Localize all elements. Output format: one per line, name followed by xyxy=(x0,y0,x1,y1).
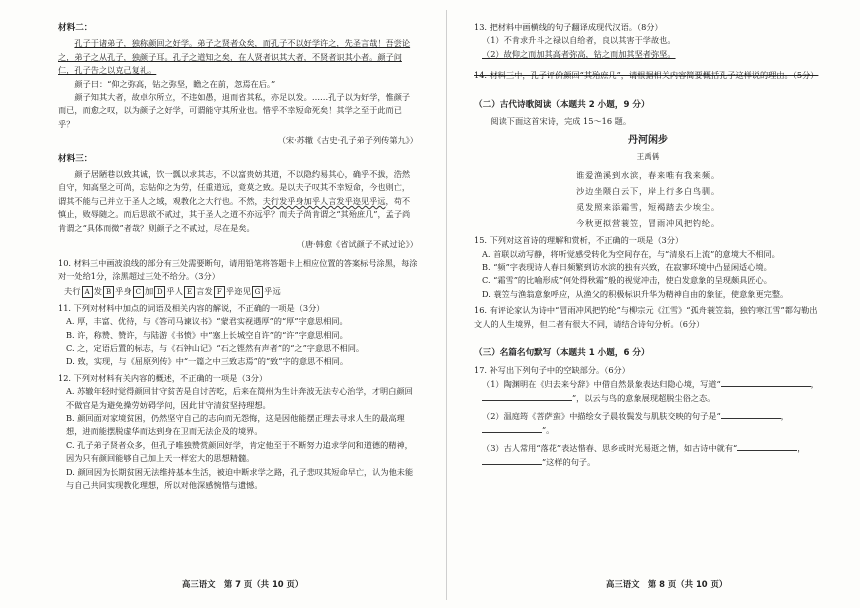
question-17: 17. 补写出下列句子中的空缺部分。（6分） xyxy=(474,364,630,375)
poem-line: 觅发照来添霜雪，短褐踏去少埃尘。 xyxy=(576,202,720,213)
q17-2-text-c: ”。 xyxy=(542,425,555,436)
poem-line: 沙边坐隈白云下，岸上行多白鸟驯。 xyxy=(576,186,720,197)
q17-item-2 xyxy=(482,409,822,438)
question-13: 13. 把材料中画横线的句子翻译成现代汉语。（8分） xyxy=(474,22,663,32)
section-3-heading: （三）名篇名句默写（本题共 1 小题，6 分） xyxy=(474,348,650,359)
q13-item-2-text: （2）故仰之而加其高者弥高，钻之而加其坚者弥坚。 xyxy=(482,48,676,59)
q11-option-c[interactable]: C. 之，定语后置的标志，与《石钟山记》“石之铿然有声者”的“之”字意思不相同。 xyxy=(66,342,365,353)
page-8 xyxy=(474,18,822,469)
section-2-intro: 阅读下面这首宋诗，完成 15～16 题。 xyxy=(490,116,632,127)
q10-char: 夫 xyxy=(64,286,73,297)
q12-option-a[interactable]: A. 苏辙年轻时觉得颜回甘守贫苦是自讨苦吃，后来在简州为生计奔波无法专心治学，才明白颜回不做官是为避免操劳妨碍学问，因此甘守清贫坚持理想。 xyxy=(66,386,413,410)
q10-char: 人 xyxy=(174,286,184,297)
poem-author: 王禹偁 xyxy=(636,151,660,161)
q17-3-text-a: （3）古人常用“落花”表达惜春、思乡或时光易逝之情，如古诗中就有“ xyxy=(482,442,738,453)
q15-option-a[interactable]: A. 首联以动写静，将听觉感受转化为空间存在，与“清泉石上流”的意境大不相同。 xyxy=(482,248,780,259)
q10-box-b[interactable]: B xyxy=(103,286,114,298)
q10-box-f[interactable]: F xyxy=(214,286,225,298)
q15-option-b[interactable]: B. “频”字表现诗人春日频繁到访水滨的独有兴致，在寂寥环境中凸显闲适心境。 xyxy=(482,262,772,273)
q10-box-row xyxy=(64,285,418,298)
q10-char: 见 xyxy=(242,286,252,297)
q12-option-d[interactable]: D. 颜回因为长期贫困无法维持基本生活，被迫中断求学之路，孔子悲叹其短命早亡，认为他未能与自己共同实现教化理想，所以对他深感惋惜与遗憾。 xyxy=(66,466,414,490)
q17-3-blank-2[interactable] xyxy=(482,455,542,465)
material-3-text-1: 颜子居陋巷以致其诚，饮一瓢以求其志，不以富贵妨其道，不以隐约易其心，确乎不拔，浩然自守，知高坚之可尚，忘钻仰之为劳，任重道远，竟莫之致。是以夫子叹其不幸短命，今也则亡，谓其不能与己并立于圣人之域，观教化之大行也。不然， xyxy=(58,169,411,206)
q17-1-blank-1[interactable] xyxy=(721,377,811,387)
q17-1-text-c: ”，以云与鸟的意象展现超脱尘俗之态。 xyxy=(572,393,716,404)
q12-option-b[interactable]: B. 颜回面对家境贫困，仍然坚守自己的志向而无怨悔，这是因他能摆正理去寻求人生的最高理想，进而能摆脱虚华而达到身在卫而无法企及的境界。 xyxy=(66,412,405,437)
poem-line: 谁爱渔溪到水滨，春来唯有我来频。 xyxy=(576,170,720,181)
q13-item-1: （1）不肯求升斗之禄以自给者，良以其害于学故也。 xyxy=(482,35,676,46)
q11-option-b[interactable]: B. 许，称赞、赞许，与陆游《书愤》中“塞上长城空自许”的“许”字意思相同。 xyxy=(66,329,348,340)
q10-char: 远 xyxy=(272,286,281,297)
q17-3-text-b: ， xyxy=(797,442,806,453)
q13-item-2 xyxy=(482,48,822,61)
q10-box-g[interactable]: G xyxy=(252,286,263,298)
q10-char: 乎 xyxy=(264,286,273,297)
q17-2-text-b: ， xyxy=(780,410,789,421)
poem-line: 今秋更拟营蓑笠，冒雨冲风把钓纶。 xyxy=(576,218,720,229)
q10-box-c[interactable]: C xyxy=(133,286,144,298)
material-2-text-1: 孔子于诸弟子，独称颜回之好学。弟子之贤者众矣，而孔子不以好学许之，先圣言哉！吾尝论之，弟子之从孔子，独颜子耳。孔子之道知之矣，在人贤者识其大者，不贤者识其小者。颜子问仁，孔子告之以克己复礼。 xyxy=(58,38,411,76)
section-2-heading: （二）古代诗歌阅读（本题共 2 小题，9 分） xyxy=(474,99,650,110)
footer-page-7: 高三语文 第 7 页（共 10 页） xyxy=(182,579,304,589)
wavy-underline-sentence: 夫行发乎身加乎人言发乎迩见乎远 xyxy=(262,195,386,206)
q10-box-d[interactable]: D xyxy=(154,286,165,298)
q10-char: 发 xyxy=(93,286,103,297)
page-divider xyxy=(446,10,447,600)
q17-2-text-a: （2）温庭筠《菩萨蛮》中描绘女子晨妆鬓发与肌肤交映的句子是“ xyxy=(482,410,721,421)
q11-option-d[interactable]: D. 致，实现，与《屈原列传》中“一篇之中三致志焉”的“致”字的意思不相同。 xyxy=(66,356,349,367)
q10-char: 行 xyxy=(72,286,81,297)
material-3-heading: 材料三： xyxy=(58,153,93,164)
q10-char: 加 xyxy=(144,286,154,297)
q10-char: 乎 xyxy=(225,286,235,297)
question-11: 11. 下列对材料中加点的词语及相关内容的解说，不正确的一项是（3分） xyxy=(58,302,325,313)
q17-1-text-a: （1）陶渊明在《归去来兮辞》中借自然景象表达归隐心境，写道“ xyxy=(482,378,721,389)
q15-option-c[interactable]: C. “霜雪”的比喻形成“何处得秋霜”般的视觉冲击，使白发意象的呈现颇具匠心。 xyxy=(482,275,772,286)
question-10: 10. 材料三中画波浪线的部分有三处需要断句，请用铅笔将答题卡上相应位置的答案标号涂黑，每涂对一处给1分，涂黑超过三处不给分。（3分） xyxy=(58,257,418,281)
q10-char: 迩 xyxy=(234,286,243,297)
q15-option-d[interactable]: D. 蓑笠与渔翁意象呼应，从渔父的积极标识升华为精神自由的象征，使意象更完整。 xyxy=(482,288,789,299)
question-12: 12. 下列对材料有关内容的概述，不正确的一项是（3分） xyxy=(58,372,268,383)
page-7 xyxy=(58,18,418,492)
q17-3-text-c: ”这样的句子。 xyxy=(542,456,596,467)
q17-2-blank-2[interactable] xyxy=(482,423,542,433)
material-3-source: （唐·韩愈《省试颜子不贰过论》） xyxy=(296,239,418,250)
material-2-para-1 xyxy=(58,37,418,77)
q17-1-blank-2[interactable] xyxy=(482,391,572,401)
question-15: 15. 下列对这首诗的理解和赏析，不正确的一项是（3分） xyxy=(474,235,684,246)
q10-char: 发 xyxy=(204,286,213,297)
material-2-source: （宋·苏辙《古史·孔子弟子列传第九》） xyxy=(277,135,418,146)
q17-item-3 xyxy=(482,441,822,470)
material-2-heading: 材料二： xyxy=(58,23,93,33)
footer-page-8: 高三语文 第 8 页（共 10 页） xyxy=(606,579,728,589)
q17-item-1 xyxy=(482,377,822,406)
q11-option-a[interactable]: A. 厚，丰富、优待，与《答司马谏议书》“蒙君实视遇厚”的“厚”字意思相同。 xyxy=(66,316,348,327)
q10-char: 乎 xyxy=(166,286,175,297)
q10-char: 乎 xyxy=(115,286,124,297)
q14-text: 14. 材料三中，孔子评价颜回“其殆庶几”，请根据相关内容简要概括孔子这样说的理由。（5分） xyxy=(474,70,819,81)
question-14 xyxy=(474,69,822,82)
q10-char: 身 xyxy=(123,286,132,297)
q12-option-c[interactable]: C. 孔子弟子贤者众多，但孔子唯独赞赏颜回好学，肯定他至于不断努力追求学问和道德的精神，因为只有颜回能够自己加上天一样宏大的思想精髓。 xyxy=(66,439,413,464)
poem-title: 丹河闲步 xyxy=(628,135,668,147)
q17-1-text-b: ， xyxy=(810,378,819,389)
material-3-para xyxy=(58,168,418,235)
q17-2-blank-1[interactable] xyxy=(721,409,781,419)
q17-3-blank-1[interactable] xyxy=(737,441,797,451)
q10-box-a[interactable]: A xyxy=(82,286,93,298)
question-16: 16. 有评论家认为诗中“冒雨冲风把钓纶”与柳宗元《江雪》“孤舟蓑笠翁，独钓寒江雪”都勾勒出文人的人生境界，但二者有很大不同，请结合诗句分析。（6分） xyxy=(474,305,818,329)
material-3-text-2: ，苟不慎止，败辱随之。而后思欲不贰过，其于圣人之道不亦远乎？而夫子尚肯谓之“其殆庶几”，孟子尚肯谓之“具体而微”者哉？则颜子之不贰过，尽在是矣。 xyxy=(58,195,411,233)
q10-char: 言 xyxy=(196,286,205,297)
q10-box-e[interactable]: E xyxy=(184,286,195,298)
material-2-para-3: 颜子知其大者，故卓尔所立，不违如愚，退而省其私，亦足以发。……孔子以为好学，惟颜子而已，而愈之叹，以为颜子之好学，可谓能守其所业也。惜乎不幸短命死矣！其学之至于此而已乎？ xyxy=(58,92,411,129)
material-2-para-2: 颜子曰：“仰之弥高，钻之弥坚，瞻之在前，忽焉在后。” xyxy=(74,78,276,89)
